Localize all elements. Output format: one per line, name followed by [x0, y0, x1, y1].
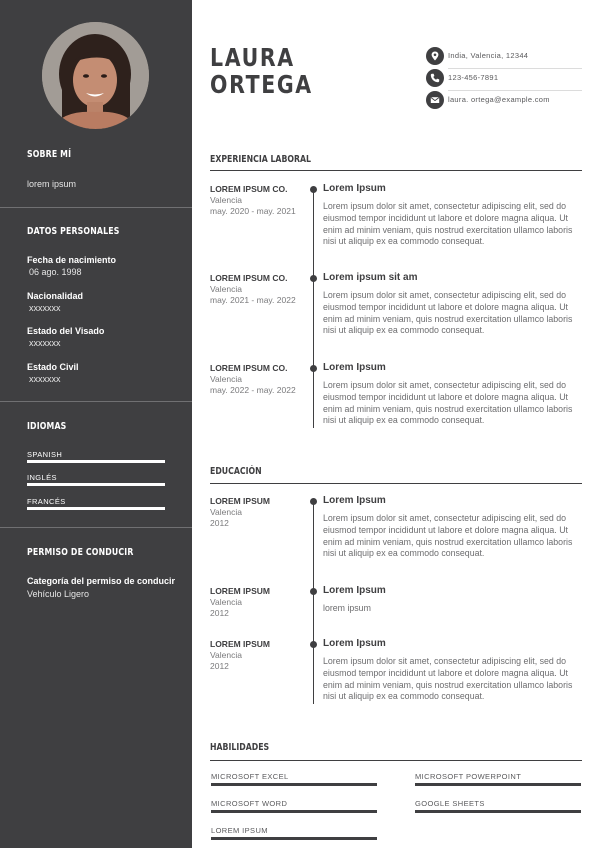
- phone-icon: [426, 69, 444, 87]
- sidebar: [0, 0, 192, 848]
- entry-organization: LOREM IPSUM CO.: [210, 363, 288, 373]
- timeline-dot: [310, 186, 317, 193]
- skill-name: MICROSOFT POWERPOINT: [415, 772, 522, 781]
- entry-title: Lorem ipsum sit am: [323, 272, 418, 283]
- civil-status-label: Estado Civil: [27, 362, 79, 372]
- entry-description: Lorem ipsum dolor sit amet, consectetur adipiscing elit, sed do eiusmod tempor incididunt ut labore et dolore magna aliqua. Ut enim ad minim veniam, quis nostrud exercitation ullamco laboris nisi ut aliquip ex ea commodo consequat.: [323, 380, 573, 426]
- about-heading: SOBRE MÍ: [27, 149, 72, 160]
- personal-heading: DATOS PERSONALES: [27, 226, 120, 237]
- language-name: FRANCÉS: [27, 497, 66, 506]
- entry-title: Lorem Ipsum: [323, 362, 386, 373]
- entry-description: Lorem ipsum dolor sit amet, consectetur adipiscing elit, sed do eiusmod tempor incididunt ut labore et dolore magna aliqua. Ut enim ad minim veniam, quis nostrud exercitation ullamco laboris nisi ut aliquip ex ea commodo consequat.: [323, 656, 573, 702]
- timeline-dot: [310, 275, 317, 282]
- timeline-dot: [310, 641, 317, 648]
- contact-address: [426, 47, 582, 69]
- about-text: lorem ipsum: [27, 179, 77, 189]
- envelope-icon: [426, 91, 444, 109]
- entry-title: Lorem Ipsum: [323, 638, 386, 649]
- section-rule: [210, 170, 582, 171]
- entry-title: Lorem Ipsum: [323, 183, 386, 194]
- nationality-label: Nacionalidad: [27, 291, 84, 301]
- entry-title: Lorem Ipsum: [323, 495, 386, 506]
- entry-date: may. 2021 - may. 2022: [210, 295, 296, 305]
- education-heading: EDUCACIÓN: [210, 466, 262, 477]
- skill-level-bar: [211, 810, 377, 813]
- education-timeline: [313, 499, 314, 704]
- timeline-dot: [310, 498, 317, 505]
- email-text[interactable]: laura. ortega@example.com: [448, 95, 550, 104]
- skill-name: MICROSOFT WORD: [211, 799, 288, 808]
- sidebar-divider: [0, 207, 192, 208]
- entry-organization: LOREM IPSUM: [210, 496, 270, 506]
- entry-city: Valencia: [210, 195, 242, 205]
- experience-timeline: [313, 187, 314, 428]
- skill-level-bar: [211, 783, 377, 786]
- skill-name: LOREM IPSUM: [211, 826, 268, 835]
- section-rule: [210, 760, 582, 761]
- contact-email: [426, 91, 582, 113]
- address-text: India, Valencia, 12344: [448, 51, 529, 60]
- entry-date: 2012: [210, 608, 229, 618]
- first-name: LAURA: [210, 43, 295, 72]
- last-name: ORTEGA: [210, 70, 313, 99]
- entry-date: may. 2020 - may. 2021: [210, 206, 296, 216]
- civil-status-value: xxxxxxx: [29, 374, 61, 384]
- sidebar-divider: [0, 527, 192, 528]
- birthdate-value: 06 ago. 1998: [29, 267, 82, 277]
- entry-organization: LOREM IPSUM CO.: [210, 273, 288, 283]
- languages-heading: IDIOMAS: [27, 421, 67, 432]
- entry-city: Valencia: [210, 597, 242, 607]
- skill-name: GOOGLE SHEETS: [415, 799, 485, 808]
- phone-text: 123-456-7891: [448, 73, 499, 82]
- entry-description: Lorem ipsum dolor sit amet, consectetur adipiscing elit, sed do eiusmod tempor incididunt ut labore et dolore magna aliqua. Ut enim ad minim veniam, quis nostrud exercitation ullamco laboris nisi ut aliquip ex ea commodo consequat.: [323, 201, 573, 247]
- location-pin-icon: [426, 47, 444, 65]
- profile-photo: [42, 22, 149, 129]
- contact-phone: [426, 69, 582, 91]
- entry-description: lorem ipsum: [323, 603, 371, 613]
- language-name: INGLÉS: [27, 473, 57, 482]
- visa-value: xxxxxxx: [29, 338, 61, 348]
- section-rule: [210, 483, 582, 484]
- skill-name: MICROSOFT EXCEL: [211, 772, 289, 781]
- entry-city: Valencia: [210, 374, 242, 384]
- entry-date: 2012: [210, 518, 229, 528]
- entry-title: Lorem Ipsum: [323, 585, 386, 596]
- language-level-bar: [27, 483, 165, 486]
- nationality-value: xxxxxxx: [29, 303, 61, 313]
- entry-date: 2012: [210, 661, 229, 671]
- candidate-name: [210, 44, 313, 98]
- sidebar-divider: [0, 401, 192, 402]
- skill-level-bar: [415, 783, 581, 786]
- entry-organization: LOREM IPSUM: [210, 639, 270, 649]
- profile-photo-image: [42, 22, 149, 129]
- language-level-bar: [27, 507, 165, 510]
- skills-heading: HABILIDADES: [210, 742, 270, 753]
- timeline-dot: [310, 365, 317, 372]
- license-value: Vehículo Ligero: [27, 589, 90, 599]
- skill-level-bar: [211, 837, 377, 840]
- entry-date: may. 2022 - may. 2022: [210, 385, 296, 395]
- visa-label: Estado del Visado: [27, 326, 105, 336]
- entry-city: Valencia: [210, 284, 242, 294]
- entry-organization: LOREM IPSUM: [210, 586, 270, 596]
- entry-organization: LOREM IPSUM CO.: [210, 184, 288, 194]
- entry-description: Lorem ipsum dolor sit amet, consectetur adipiscing elit, sed do eiusmod tempor incididunt ut labore et dolore magna aliqua. Ut enim ad minim veniam, quis nostrud exercitation ullamco laboris nisi ut aliquip ex ea commodo consequat.: [323, 290, 573, 336]
- experience-heading: EXPERIENCIA LABORAL: [210, 154, 312, 165]
- skill-level-bar: [415, 810, 581, 813]
- language-level-bar: [27, 460, 165, 463]
- license-label: Categoría del permiso de conducir: [27, 576, 176, 586]
- language-name: SPANISH: [27, 450, 63, 459]
- entry-city: Valencia: [210, 650, 242, 660]
- timeline-dot: [310, 588, 317, 595]
- birthdate-label: Fecha de nacimiento: [27, 255, 117, 265]
- entry-description: Lorem ipsum dolor sit amet, consectetur adipiscing elit, sed do eiusmod tempor incididunt ut labore et dolore magna aliqua. Ut enim ad minim veniam, quis nostrud exercitation ullamco laboris nisi ut aliquip ex ea commodo consequat.: [323, 513, 573, 559]
- entry-city: Valencia: [210, 507, 242, 517]
- license-heading: PERMISO DE CONDUCIR: [27, 547, 134, 558]
